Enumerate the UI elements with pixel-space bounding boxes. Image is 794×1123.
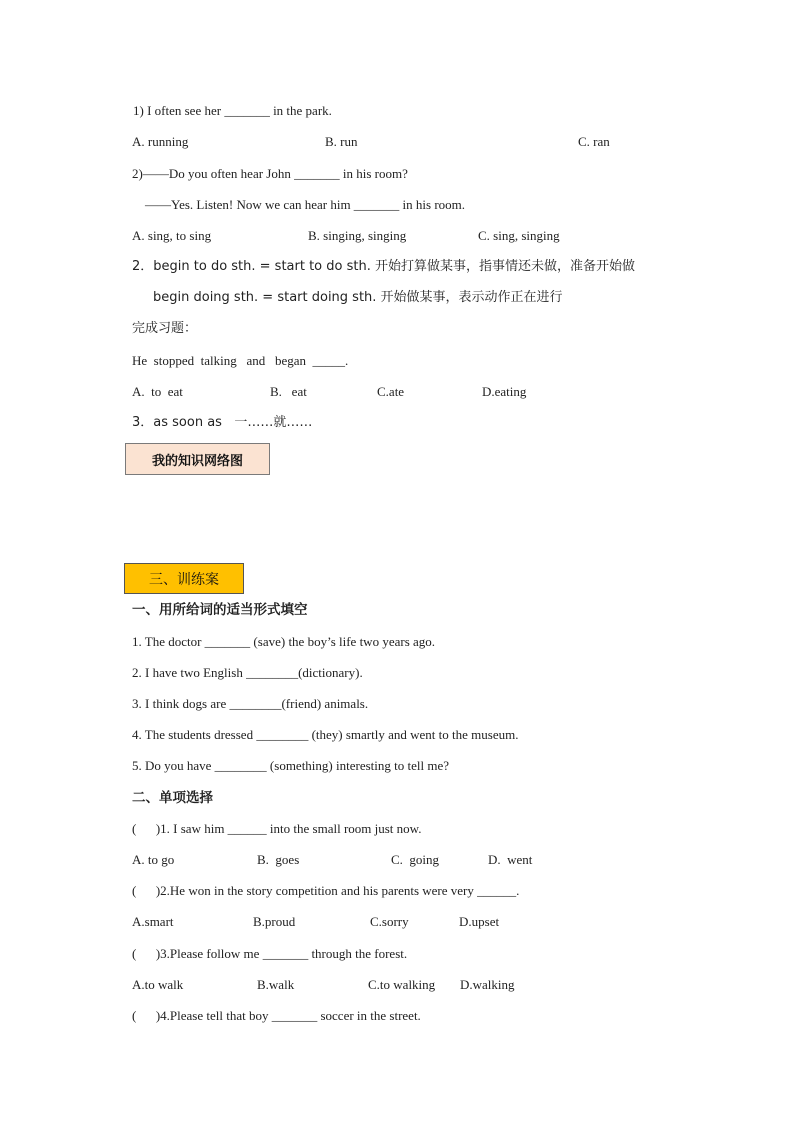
q3-option-b: B. eat <box>270 384 307 399</box>
cq1-option-a: A. to go <box>132 852 175 867</box>
cq3-option-b: B.walk <box>257 977 295 992</box>
section-1-title: 一、用所给词的适当形式填空 <box>132 602 308 618</box>
q2-option-a: A. sing, to sing <box>132 228 212 243</box>
cq1-option-b: B. goes <box>257 852 300 867</box>
exercise-label: 完成习题： <box>132 321 198 336</box>
point-2-line-2: begin doing sth. = start doing sth. 开始做某事，表示动作正在进行 <box>153 290 563 305</box>
knowledge-network-box: 我的知识网络图 <box>125 443 270 475</box>
q1-option-c: C. ran <box>578 134 610 149</box>
cq3-option-c: C.to walking <box>368 977 436 992</box>
question-2-line-1: 2)——Do you often hear John _______ in his room? <box>132 166 408 181</box>
question-2-line-2: ——Yes. Listen! Now we can hear him _______ in his room. <box>145 197 466 212</box>
q1-option-a: A. running <box>132 134 189 149</box>
cq1-option-c: C. going <box>391 852 440 867</box>
question-3: He stopped talking and began _____. <box>132 353 349 368</box>
training-section-box: 三、训练案 <box>124 563 244 594</box>
cq3-option-d: D.walking <box>460 977 515 992</box>
q1-option-b: B. run <box>325 134 358 149</box>
choice-question-2: ( )2.He won in the story competition and his parents were very ______. <box>132 883 520 898</box>
choice-question-4: ( )4.Please tell that boy _______ soccer in the street. <box>132 1008 421 1023</box>
q2-option-c: C. sing, singing <box>478 228 560 243</box>
choice-question-3: ( )3.Please follow me _______ through the forest. <box>132 946 408 961</box>
section-2-title: 二、单项选择 <box>132 790 213 806</box>
question-1: 1) I often see her _______ in the park. <box>133 103 332 118</box>
fill-item-1: 1. The doctor _______ (save) the boy’s life two years ago. <box>132 634 436 649</box>
cq2-option-a: A.smart <box>132 914 174 929</box>
choice-question-1: ( )1. I saw him ______ into the small room just now. <box>132 821 422 836</box>
cq3-option-a: A.to walk <box>132 977 184 992</box>
cq2-option-d: D.upset <box>459 914 500 929</box>
point-3: 3．as soon as 一……就…… <box>132 415 313 430</box>
q2-option-b: B. singing, singing <box>308 228 407 243</box>
q3-option-a: A. to eat <box>132 384 183 399</box>
q3-option-d: D.eating <box>482 384 527 399</box>
cq1-option-d: D. went <box>488 852 533 867</box>
q3-option-c: C.ate <box>377 384 405 399</box>
fill-item-2: 2. I have two English ________(dictionary). <box>132 665 363 680</box>
cq2-option-c: C.sorry <box>370 914 409 929</box>
fill-item-5: 5. Do you have ________ (something) interesting to tell me? <box>132 758 449 773</box>
fill-item-4: 4. The students dressed ________ (they) smartly and went to the museum. <box>132 727 519 742</box>
cq2-option-b: B.proud <box>253 914 296 929</box>
point-2-line-1: 2．begin to do sth. = start to do sth. 开始打算做某事，指事情还未做，准备开始做 <box>132 259 635 274</box>
fill-item-3: 3. I think dogs are ________(friend) animals. <box>132 696 369 711</box>
